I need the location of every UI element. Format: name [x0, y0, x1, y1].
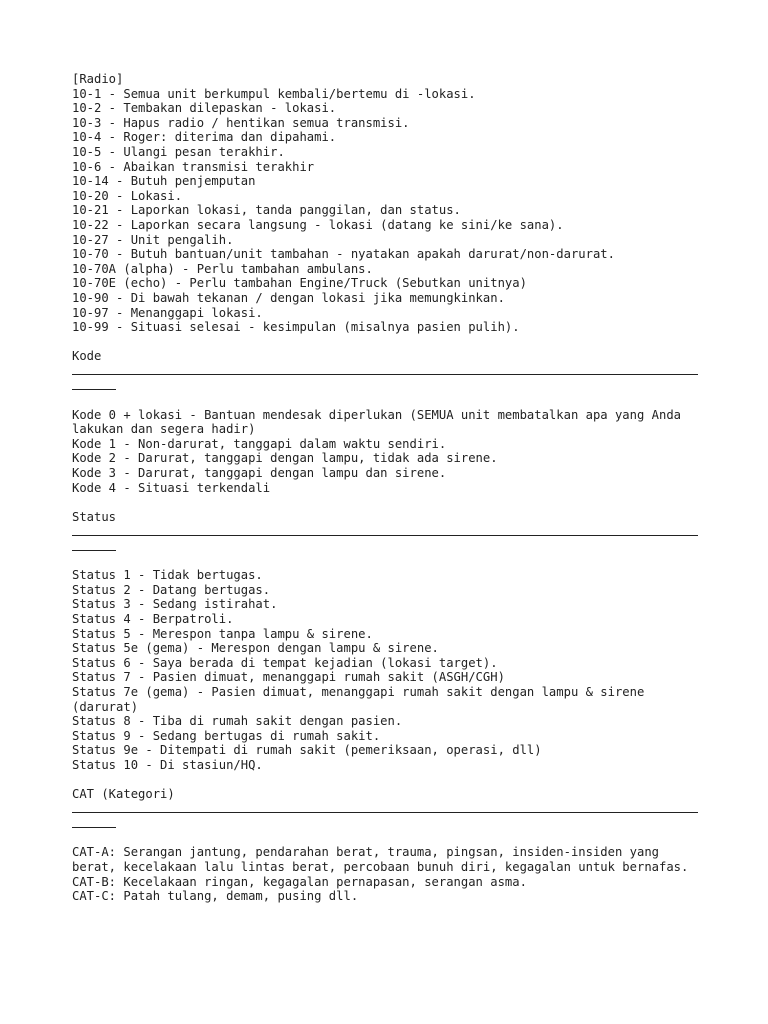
section-divider-continuation: [72, 816, 700, 831]
radio-line: 10-22 - Laporkan secara langsung - lokasi (datang ke sini/ke sana).: [72, 217, 564, 232]
spacer: [72, 554, 700, 569]
spacer: [72, 335, 700, 350]
radio-line: 10-90 - Di bawah tekanan / dengan lokasi jika memungkinkan.: [72, 290, 505, 305]
status-line: Status 5e (gema) - Merespon dengan lampu & sirene.: [72, 641, 439, 656]
radio-line: 10-27 - Unit pengalih.: [72, 232, 234, 247]
radio-heading: [Radio]: [72, 72, 124, 86]
radio-line: 10-5 - Ulangi pesan terakhir.: [72, 144, 285, 159]
status-line: Status 1 - Tidak bertugas.: [72, 568, 263, 583]
kode-line: Kode 3 - Darurat, tanggapi dengan lampu dan sirene.: [72, 466, 447, 481]
radio-line: 10-21 - Laporkan lokasi, tanda panggilan, dan status.: [72, 203, 461, 218]
spacer: [72, 393, 700, 408]
radio-line: 10-97 - Menanggapi lokasi.: [72, 305, 263, 320]
category-heading: CAT (Kategori): [72, 787, 175, 802]
section-divider-continuation: [72, 539, 700, 554]
spacer: [72, 495, 700, 510]
spacer: [72, 773, 700, 788]
radio-line: 10-70E (echo) - Perlu tambahan Engine/Truck (Sebutkan unitnya): [72, 276, 527, 291]
status-line: Status 4 - Berpatroli.: [72, 611, 234, 626]
radio-line: 10-6 - Abaikan transmisi terakhir: [72, 159, 315, 174]
status-line: Status 5 - Merespon tanpa lampu & sirene.: [72, 626, 373, 641]
status-line: Status 6 - Saya berada di tempat kejadian (lokasi target).: [72, 655, 498, 670]
status-line: Status 8 - Tiba di rumah sakit dengan pasien.: [72, 714, 403, 729]
status-line: Status 10 - Di stasiun/HQ.: [72, 757, 263, 772]
radio-line: 10-1 - Semua unit berkumpul kembali/bertemu di -lokasi.: [72, 86, 476, 101]
radio-section: [72, 72, 700, 335]
status-line: Status 9e - Ditempati di rumah sakit (pemeriksaan, operasi, dll): [72, 743, 542, 758]
kode-line: Kode 2 - Darurat, tanggapi dengan lampu, tidak ada sirene.: [72, 451, 498, 466]
radio-line: 10-4 - Roger: diterima dan dipahami.: [72, 130, 337, 145]
category-line: CAT-A: Serangan jantung, pendarahan berat, trauma, pingsan, insiden-insiden yang berat, kecelakaan lalu lintas berat, percobaan bunuh diri, kegagalan untuk bernafas.: [72, 845, 689, 875]
kode-heading: Kode: [72, 349, 102, 364]
status-line: Status 3 - Sedang istirahat.: [72, 597, 278, 612]
category-section: [72, 787, 700, 904]
radio-line: 10-14 - Butuh penjemputan: [72, 174, 256, 189]
radio-line: 10-70A (alpha) - Perlu tambahan ambulans.: [72, 261, 373, 276]
status-section: [72, 510, 700, 773]
section-divider-continuation: [72, 378, 700, 393]
radio-line: 10-70 - Butuh bantuan/unit tambahan - nyatakan apakah darurat/non-darurat.: [72, 247, 615, 262]
spacer: [72, 831, 700, 846]
section-divider: [72, 524, 700, 539]
kode-line: Kode 4 - Situasi terkendali: [72, 480, 271, 495]
radio-line: 10-2 - Tembakan dilepaskan - lokasi.: [72, 101, 337, 116]
category-line: CAT-B: Kecelakaan ringan, kegagalan pernapasan, serangan asma.: [72, 874, 527, 889]
section-divider: [72, 364, 700, 379]
status-line: Status 7 - Pasien dimuat, menanggapi rumah sakit (ASGH/CGH): [72, 670, 505, 685]
kode-section: [72, 349, 700, 495]
kode-line: Kode 0 + lokasi - Bantuan mendesak diperlukan (SEMUA unit membatalkan apa yang Anda lakukan dan segera hadir): [72, 407, 689, 437]
document-body: [72, 72, 700, 904]
category-line: CAT-C: Patah tulang, demam, pusing dll.: [72, 889, 359, 904]
radio-line: 10-3 - Hapus radio / hentikan semua transmisi.: [72, 115, 410, 130]
status-heading: Status: [72, 509, 117, 524]
status-line: Status 9 - Sedang bertugas di rumah sakit.: [72, 728, 381, 743]
status-line: Status 7e (gema) - Pasien dimuat, menanggapi rumah sakit dengan lampu & sirene (darurat): [72, 684, 652, 714]
radio-line: 10-99 - Situasi selesai - kesimpulan (misalnya pasien pulih).: [72, 320, 520, 335]
section-divider: [72, 802, 700, 817]
radio-line: 10-20 - Lokasi.: [72, 188, 183, 203]
kode-line: Kode 1 - Non-darurat, tanggapi dalam waktu sendiri.: [72, 436, 447, 451]
status-line: Status 2 - Datang bertugas.: [72, 582, 271, 597]
